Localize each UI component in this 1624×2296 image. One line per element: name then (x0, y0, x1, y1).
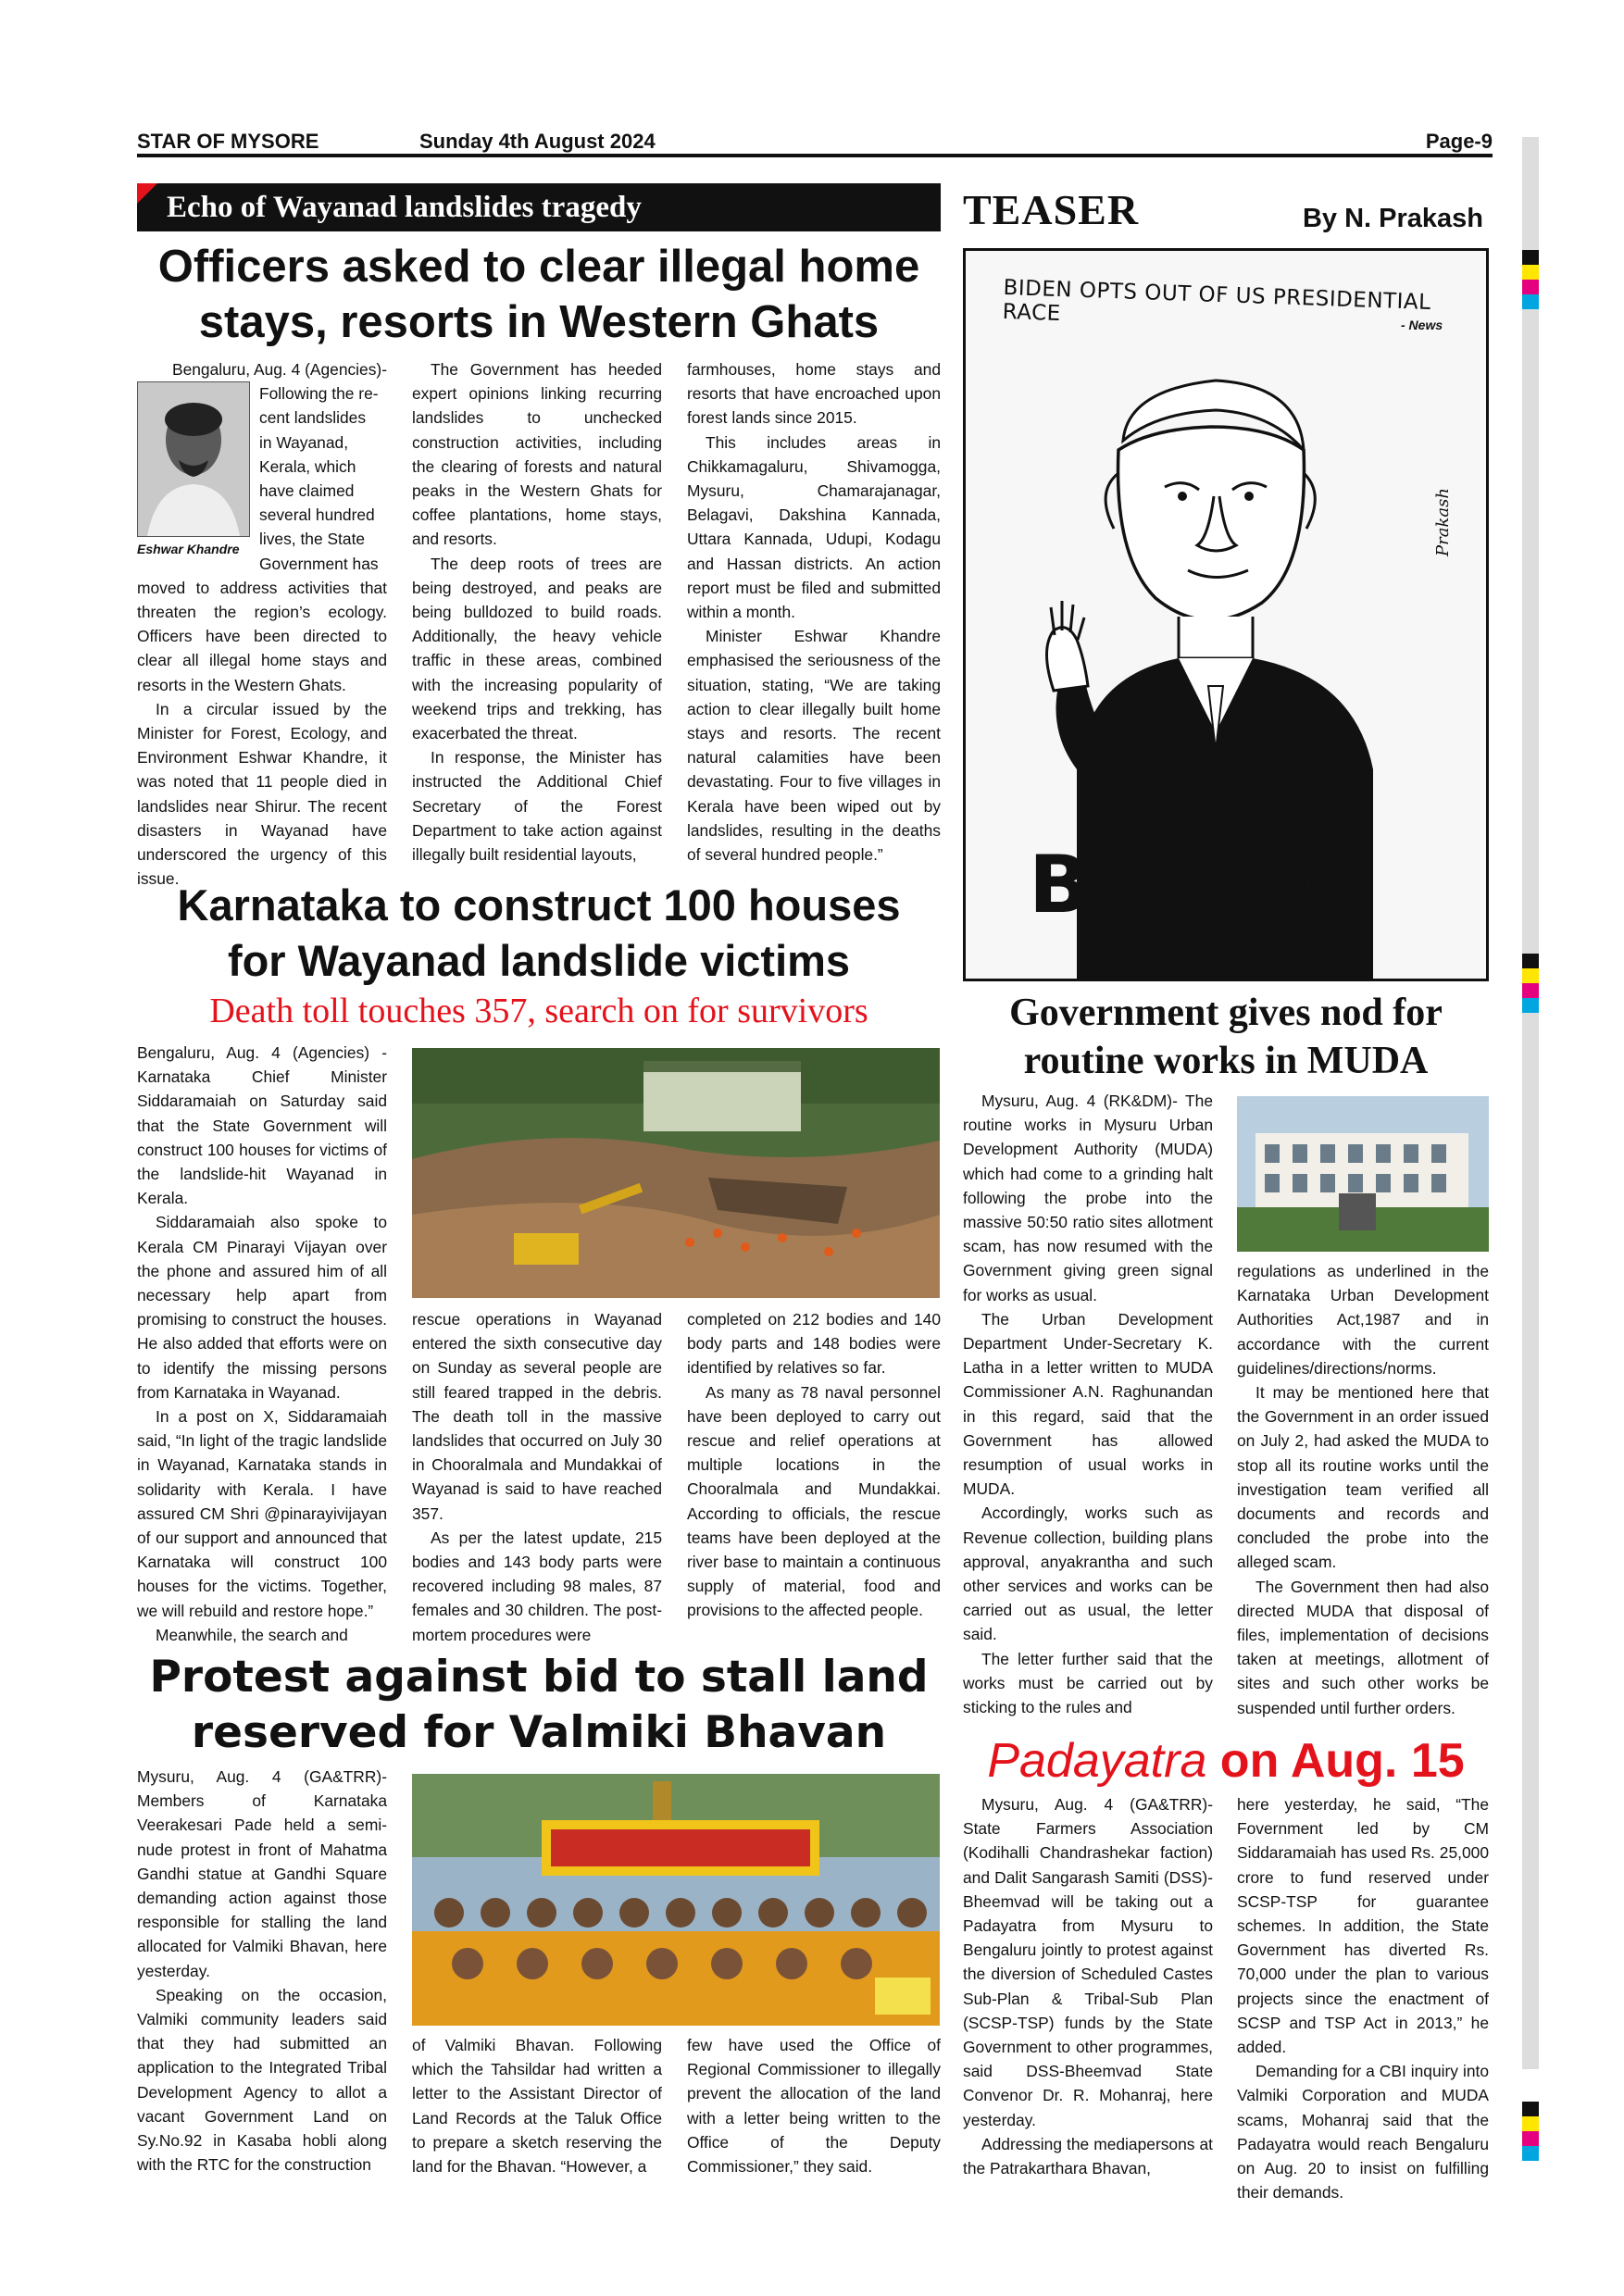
story5-column-1: Mysuru, Aug. 4 (GA&TRR)- State Farmers Association (Kodihalli Chandrashekar faction) and Dalit Sangarash Samiti (DSS)-Bheemvad will be taking out a Padayatra from Mysuru to Bengaluru jointly to protest against the diversion of Scheduled Castes Sub-Plan & Tribal-Sub Plan (SCSP-TSP) funds by the State Government to other programmes, said DSS-Bheemvad State Convenor Dr. R. Mohanraj, here yesterday. Addressing the mediapersons at the Patrakarthara Bhavan, (963, 1795, 1213, 2178)
story3-column-1: Mysuru, Aug. 4 (RK&DM)- The routine works in Mysuru Urban Development Authority (MUDA) which had come to a grinding halt following the probe into the massive 50:50 ratio sites allotment scam, has now resumed with the Government giving green signal for works as usual. The Urban Development Department Under-Secretary K. Latha in a letter written to MUDA Commissioner A.N. Raghunandan in this regard, said that the Government has allowed resumption of usual works in MUDA. Accordingly, works such as Revenue collection, building plans approval, anyakrantha and such other services and works can be carried out as usual, the letter said. The letter further said that the works must be carried out by sticking to the rules and (963, 1092, 1213, 1717)
headline-100-houses: Karnataka to construct 100 houses for Wayanad landslide victims (177, 880, 901, 985)
color-registration-marks (1522, 2102, 1539, 2161)
story4-column-2: of Valmiki Bhavan. Following which the Tahsildar had written a letter to the Assistant Director of Land Records at the Taluk Office to prepare a sketch reserving the land for the Bhavan. “However, a (412, 2036, 662, 2177)
muda-building-photo (1237, 1096, 1489, 1252)
color-registration-marks (1522, 250, 1539, 309)
story2-column-3: completed on 212 bodies and 140 body parts and 148 bodies were identified by relatives so far. As many as 78 naval personnel have been deployed to carry out rescue and relief operations at multiple locations in the Chooralmala and Mundakkai. According to officials, the rescue teams have been deployed at the river base to maintain a continuous supply of material, food and provisions to the affected people. (687, 1310, 941, 1620)
story1-column-1: Bengaluru, Aug. 4 (Agencies)- Eshwar Khandre Following the re- cent landslides in Wayanad, Kerala, which have claimed several hundred lives, the State Government has moved to address activities that threaten the region’s ecology. Officers have been directed to clear all illegal home stays and resorts in the Western Ghats. In a circular issued by the Minister for Forest, Ecology, and Environment Eshwar Khandre, it was noted that 11 people died in landslides near Shirur. The recent disasters in Wayanad have underscored the urgency of this issue. (137, 360, 387, 889)
lead-text: Following the re- cent landslides in Wayanad, Kerala, which have claimed several hundred lives, the State Government has (259, 384, 379, 573)
story1-column-2: The Government has heeded expert opinions linking recurring landslides to unchecked construction activities, including the clearing of forests and natural peaks in the Western Ghats for coffee plantations, home stays, and resorts. The deep roots of trees are being destroyed, and peaks are being bulldozed to build roads. Additionally, the heavy vehicle traffic in these areas, combined with the increasing popularity of weekend trips and trekking, has exacerbated the threat. In response, the Minister has instructed the Additional Chief Secretary of the Forest Department to take action against illegally built residential layouts, (412, 360, 662, 865)
paper-name: STAR OF MYSORE (137, 130, 319, 153)
valmiki-protest-photo (412, 1774, 940, 2026)
cartoon-punchline: BYEden (1029, 839, 1347, 931)
teaser-title: TEASER (963, 186, 1140, 233)
headline-home-stays: Officers asked to clear illegal home stays, resorts in Western Ghats (157, 242, 920, 347)
photo-caption: Eshwar Khandre (137, 542, 240, 557)
margin-bar (1522, 137, 1539, 841)
eshwar-khandre-photo (137, 381, 250, 537)
headline-valmiki-bhavan: Protest against bid to stall land reserved for Valmiki Bhavan (149, 1652, 929, 1758)
cartoon-caption: BIDEN OPTS OUT OF US PRESIDENTIAL RACE (1002, 275, 1431, 327)
headline-muda: Government gives nod for routine works in MUDA (1009, 992, 1443, 1082)
story3-column-2: regulations as underlined in the Karnataka Urban Development Authorities Act,1987 and in accordance with the current guidelines/directions/norms. It may be mentioned here that the Government in an order issued on July 2, had asked the MUDA to stop all its routine works until the investigation team verified all documents and records and concluded the probe into the alleged scam. The Government then had also directed MUDA that disposal of files, implementation of decisions taken at meetings, allotment of sites and such other works be suspended until further orders. (1237, 1262, 1489, 1717)
story4-column-3: few have used the Office of Regional Commissioner to illegally prevent the allocation of the land with a letter being written to the Office of the Deputy Commissioner,” they said. (687, 2036, 941, 2177)
color-registration-marks (1522, 954, 1539, 1013)
masthead-rule (137, 154, 1493, 157)
issue-date: Sunday 4th August 2024 (419, 130, 656, 153)
cartoon-source: - News (1401, 318, 1443, 332)
teaser-cartoon (963, 248, 1489, 981)
story5-column-2: here yesterday, he said, “The Fovernment led by CM Siddaramaiah has used Rs. 25,000 crore to fund reserved under SCSP-TSP for guarantee schemes. In addition, the State Government has diverted Rs. 70,000 under the plan to various projects since the enactment of SCSP and TSP Act in 2013,” he added. Demanding for a CBI inquiry into Valmiki Corporation and MUDA scams, Mohanraj said that the Padayatra would reach Bengaluru on Aug. 20 to insist on fulfilling their demands. (1237, 1795, 1489, 2202)
story2-column-2: rescue operations in Wayanad entered the sixth consecutive day on Sunday as several people are still feared trapped in the debris. The death toll in the massive landslides that occurred on July 30 in Chooralmala and Mundakkai of Wayanad is said to have reached 357. As per the latest update, 215 bodies and 143 body parts were recovered including 98 males, 87 females and 30 children. The post-mortem procedures were (412, 1310, 662, 1644)
kicker-accent (137, 183, 157, 204)
teaser-byline: By N. Prakash (1302, 204, 1483, 233)
cartoonist-signature: Prakash (1433, 488, 1453, 556)
story4-column-1: Mysuru, Aug. 4 (GA&TRR)- Members of Karnataka Veerakesari Pade held a semi-nude protest in front of Mahatma Gandhi statue at Gandhi Square demanding action against those responsible for stalling the land allocated for Valmiki Bhavan, here yesterday. Speaking on the occasion, Valmiki community leaders said that they had submitted an application to the Integrated Tribal Development Agency to allot a vacant Government Land on Sy.No.92 in Kasaba hobli along with the RTC for the construction (137, 1767, 387, 2175)
story1-column-3: farmhouses, home stays and resorts that have encroached upon forest lands since 2015. This includes areas in Chikkamagaluru, Shivamogga, Mysuru, Chamarajanagar, Belagavi, Dakshina Kannada, Uttara Kannada, Udupi, Kodagu and Hassan districts. An action report must be filed and submitted within a month. Minister Eshwar Khandre emphasised the seriousness of the situation, stating, “We are taking action to clear illegally built home stays and resorts. The recent natural calamities have been devastating. Four to five villages in Kerala have been wiped out by landslides, resulting in the deaths of several hundred people.” (687, 360, 941, 865)
landslide-photo (412, 1048, 940, 1298)
kicker-banner: Echo of Wayanad landslides tragedy (137, 183, 941, 231)
subhead-death-toll: Death toll touches 357, search on for survivors (209, 992, 868, 1030)
margin-bar (1522, 838, 1539, 2069)
page-number: Page-9 (1425, 130, 1493, 153)
story2-column-1: Bengaluru, Aug. 4 (Agencies) - Karnataka Chief Minister Siddaramaiah on Saturday said that the State Government will construct 100 houses for victims of the landslide-hit Wayanad in Kerala. Siddaramaiah also spoke to Kerala CM Pinarayi Vijayan over the phone and assured him of all necessary help apart from promising to construct the houses. He also added that efforts were on to identify the missing persons from Karnataka in Wayanad. In a post on X, Siddaramaiah said, “In light of the tragic landslide in Wayanad, Karnataka stands in solidarity with Kerala. I have assured CM Shri @pinarayivijayan of our support and announced that Karnataka will construct 100 houses for the victims. Together, we will rebuild and restore hope.” Meanwhile, the search and (137, 1043, 387, 1644)
headline-padayatra: Padayatra on Aug. 15 (987, 1734, 1465, 1788)
